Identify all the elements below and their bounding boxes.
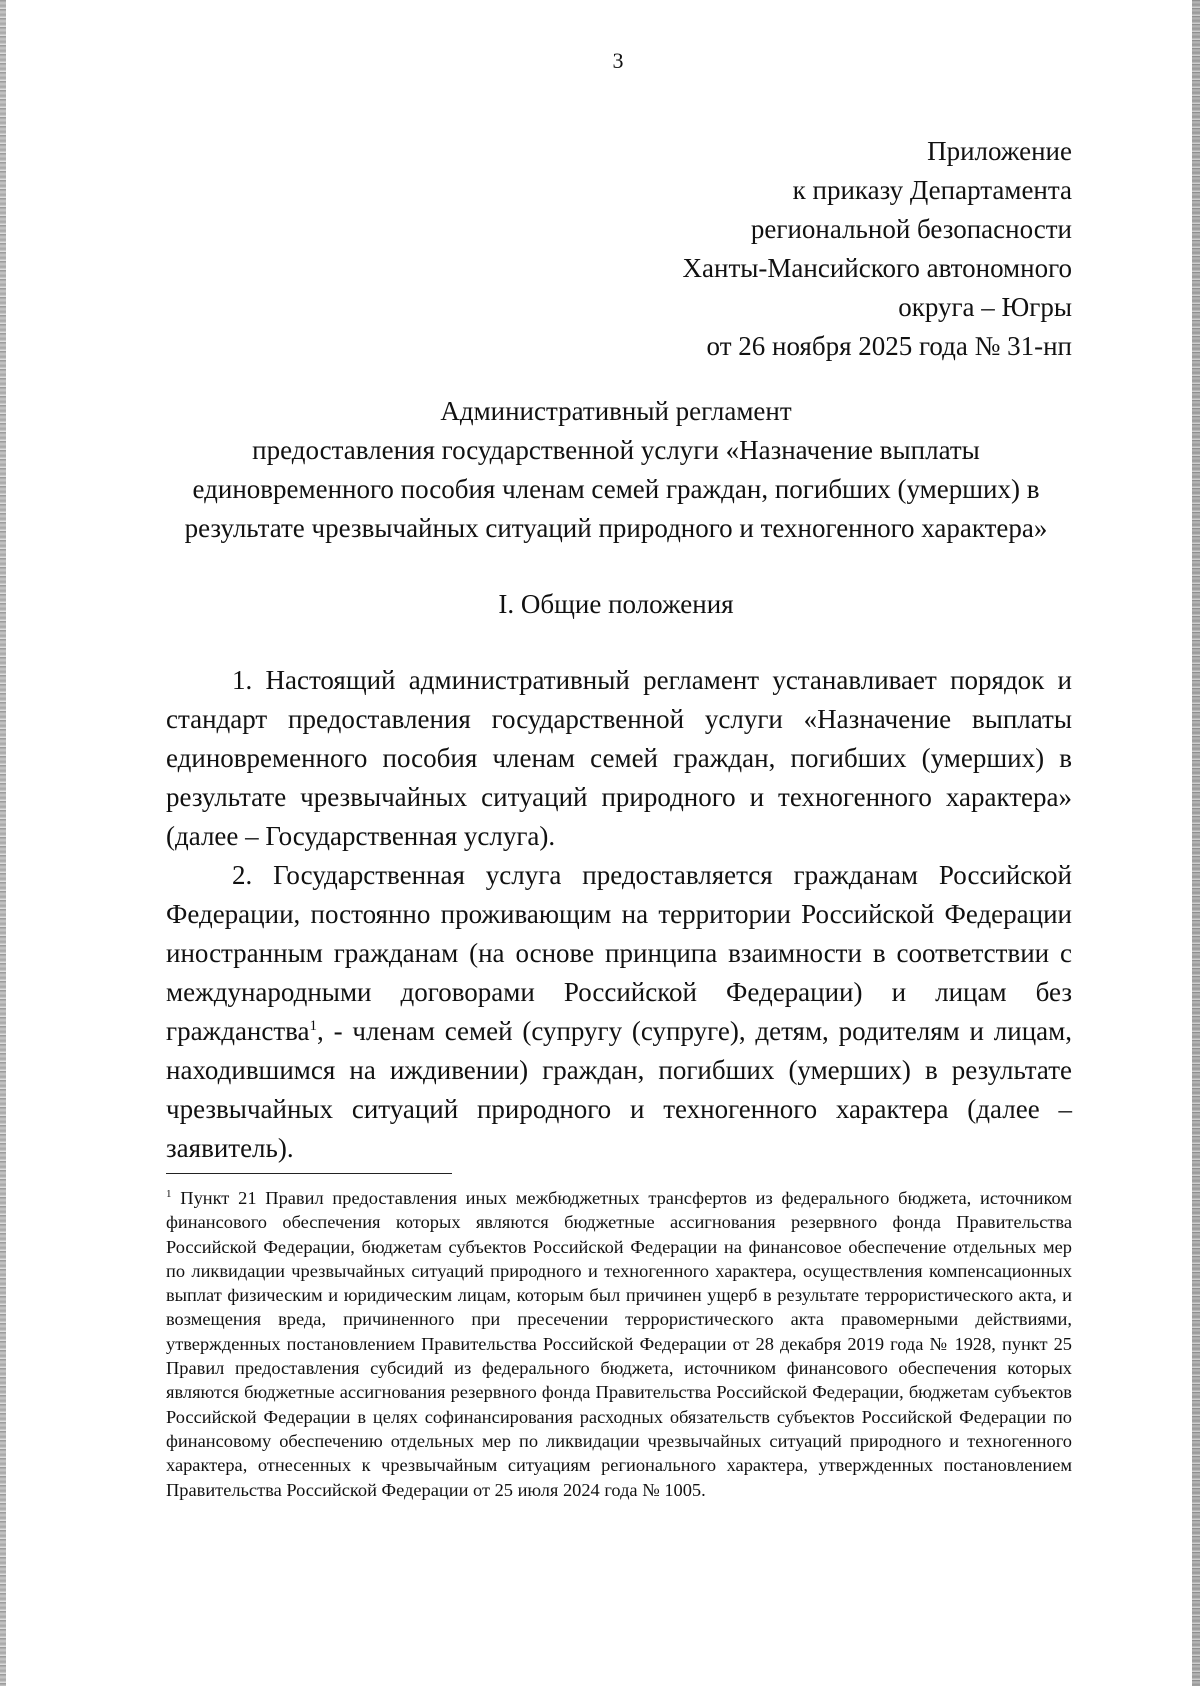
appendix-line: Ханты-Мансийского автономного <box>682 253 1072 283</box>
regulation-title-line: Административный регламент <box>440 396 792 426</box>
section-heading: I. Общие положения <box>498 589 734 619</box>
appendix-line: региональной безопасности <box>750 214 1072 244</box>
footnote-mark: 1 <box>166 1187 172 1200</box>
regulation-title-line: предоставления государственной услуги «Назначение выплаты <box>252 435 980 465</box>
paragraph-2-text-continued: , - членам семей (супругу (супруге), детям, родителям и лицам, находившимся на иждивении) граждан, погибших (умерших) в результате чрезвычайных ситуаций природного и техногенного характера (далее – заявитель). <box>166 1016 1072 1163</box>
scan-edge-right <box>1192 0 1200 1686</box>
page-number: 3 <box>612 48 624 73</box>
appendix-line: округа – Югры <box>898 292 1072 322</box>
appendix-line: от 26 ноября 2025 года № 31-нп <box>706 331 1072 361</box>
paragraph-2 <box>166 856 1072 1168</box>
regulation-title-line: результате чрезвычайных ситуаций природного и техногенного характера» <box>184 513 1048 543</box>
body-text <box>166 661 1072 1168</box>
scan-edge-left <box>0 0 6 1686</box>
appendix-block <box>683 132 1072 366</box>
footnote-text: Пункт 21 Правил предоставления иных межбюджетных трансфертов из федерального бюджета, источником финансового обеспечения которых являются бюджетные ассигнования резервного фонда Правительства Российской Федерации, бюджетам субъектов Российской Федерации на финансовое обеспечение отдельных мер по ликвидации чрезвычайных ситуаций природного и техногенного характера, осуществления компенсационных выплат физическим и юридическим лицам, которым был причинен ущерб в результате террористического акта, и возмещения вреда, причиненного при пресечении террористического акта правомерными действиями, утвержденных постановлением Правительства Российской Федерации от 28 декабря 2019 года № 1928, пункт 25 Правил предоставления субсидий из федерального бюджета, источником финансового обеспечения которых являются бюджетные ассигнования резервного фонда Правительства Российской Федерации, бюджетам субъектов Российской Федерации в целях софинансирования расходных обязательств субъектов Российской Федерации по финансовому обеспечению отдельных мер по ликвидации чрезвычайных ситуаций природного и техногенного характера, отнесенных к чрезвычайным ситуациям регионального характера, утвержденных постановлением Правительства Российской Федерации от 25 июля 2024 года № 1005. <box>166 1188 1072 1500</box>
paragraph-2-text: 2. Государственная услуга предоставляется гражданам Российской Федерации, постоянно проживающим на территории Российской Федерации иностранным гражданам (на основе принципа взаимности в соответствии с международными договорами Российской Федерации) и лицам без гражданства <box>166 860 1072 1046</box>
footnote <box>166 1186 1072 1502</box>
footnote-divider <box>166 1173 452 1174</box>
paragraph-1: 1. Настоящий административный регламент устанавливает порядок и стандарт предоставления государственной услуги «Назначение выплаты единовременного пособия членам семей граждан, погибших (умерших) в результате чрезвычайных ситуаций природного и техногенного характера» (далее – Государственная услуга). <box>166 665 1072 851</box>
regulation-title-line: единовременного пособия членам семей граждан, погибших (умерших) в <box>192 474 1040 504</box>
appendix-line: Приложение <box>927 136 1072 166</box>
footnote-reference: 1 <box>309 1018 318 1034</box>
appendix-line: к приказу Департамента <box>792 175 1072 205</box>
regulation-title <box>160 392 1072 548</box>
